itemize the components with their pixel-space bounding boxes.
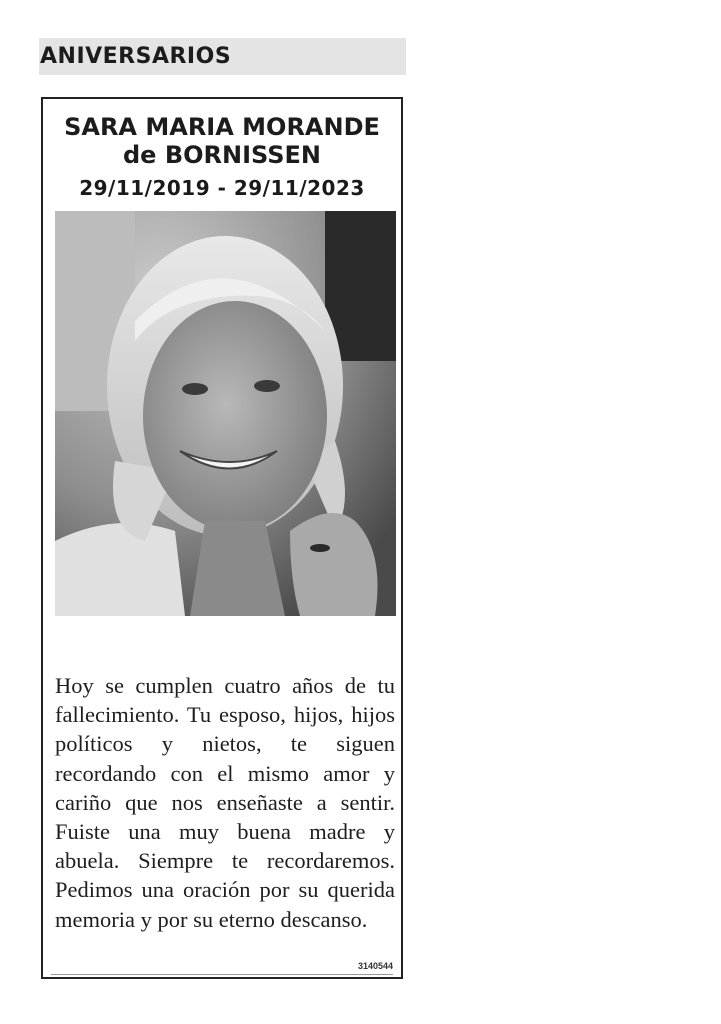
portrait-image <box>55 211 396 616</box>
section-header <box>39 38 406 75</box>
deceased-name: SARA MARIA MORANDE <box>64 113 380 141</box>
anniversary-notice <box>41 97 403 979</box>
dates: 29/11/2019 - 29/11/2023 <box>79 176 365 200</box>
deceased-surname: de BORNISSEN <box>123 141 321 169</box>
memorial-message: Hoy se cumplen cuatro años de tu fallecimiento. Tu esposo, hijos, hijos políticos y nietos, te siguen recordando con el mismo amor y cariño que nos enseñaste a sentir. Fuiste una muy buena madre y abuela. Siempre te recordaremos. Pedimos una oración por su querida memoria y por su eterno descanso. <box>55 673 395 932</box>
portrait-photo <box>55 211 396 616</box>
section-title: ANIVERSARIOS <box>40 44 232 69</box>
reference-number: 3140544 <box>357 961 393 971</box>
bottom-divider <box>51 974 393 975</box>
